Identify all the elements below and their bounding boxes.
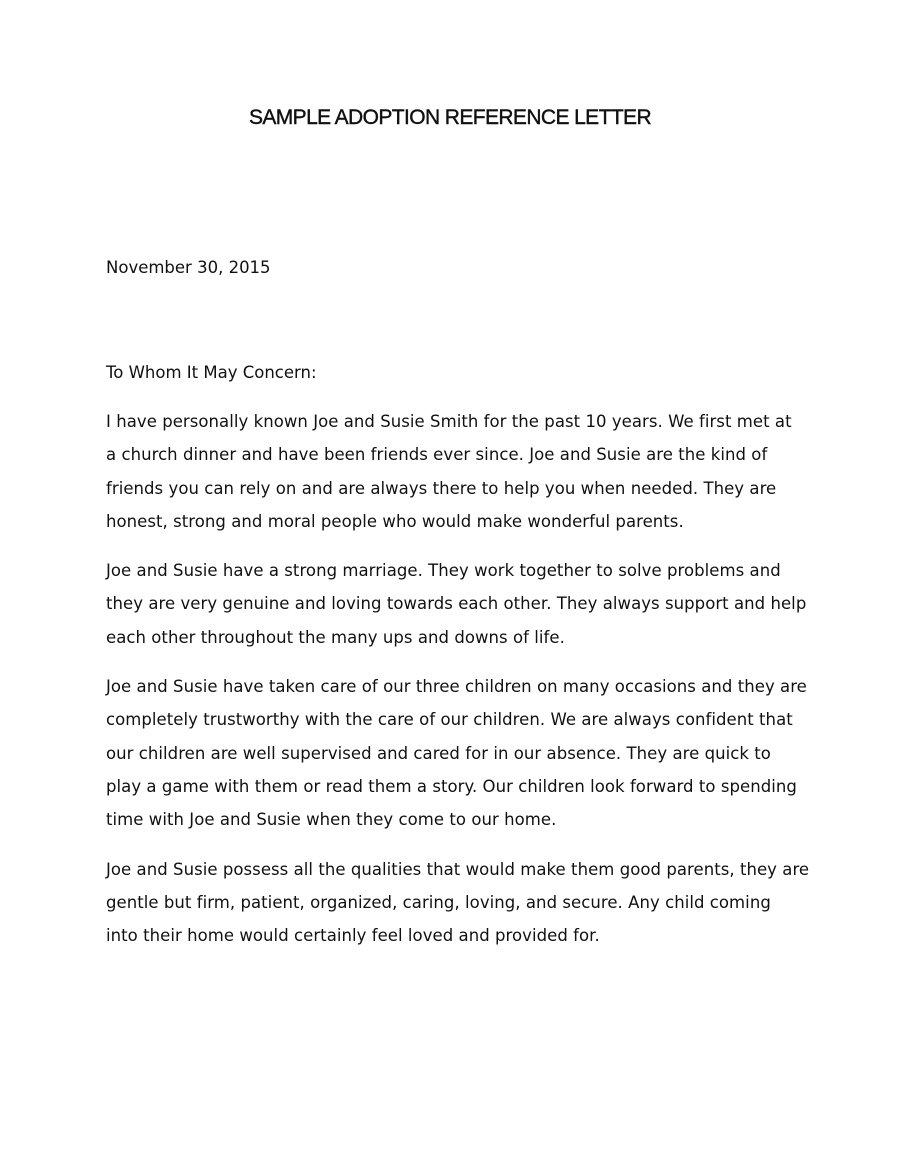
paragraph-line: Joe and Susie have a strong marriage. They work together to solve problems and bbox=[106, 561, 781, 581]
paragraph-line: our children are well supervised and cared for in our absence. They are quick to bbox=[106, 743, 771, 763]
paragraph-line: play a game with them or read them a story. Our children look forward to spending bbox=[106, 776, 797, 796]
paragraph-line: time with Joe and Susie when they come to our home. bbox=[106, 810, 557, 830]
letter-title: SAMPLE ADOPTION REFERENCE LETTER bbox=[248, 106, 652, 129]
paragraph-line: a church dinner and have been friends ever since. Joe and Susie are the kind of bbox=[106, 445, 768, 465]
paragraph-childcare bbox=[106, 670, 806, 836]
paragraph-qualities bbox=[106, 853, 810, 953]
paragraph-line: they are very genuine and loving towards each other. They always support and help bbox=[106, 594, 807, 614]
letter-body bbox=[106, 356, 810, 968]
letter-salutation: To Whom It May Concern: bbox=[106, 363, 317, 382]
paragraph-line: honest, strong and moral people who would make wonderful parents. bbox=[106, 511, 684, 531]
paragraph-acquaintance bbox=[106, 405, 806, 538]
paragraph-line: each other throughout the many ups and downs of life. bbox=[106, 627, 565, 647]
paragraph-line: Joe and Susie possess all the qualities that would make them good parents, they are bbox=[106, 859, 810, 879]
paragraph-line: I have personally known Joe and Susie Smith for the past 10 years. We first met at bbox=[106, 412, 792, 431]
letter-date: November 30, 2015 bbox=[106, 258, 271, 277]
paragraph-line: Joe and Susie have taken care of our three children on many occasions and they are bbox=[106, 677, 807, 697]
paragraph-line: friends you can rely on and are always there to help you when needed. They are bbox=[106, 478, 777, 498]
paragraph-line: gentle but firm, patient, organized, caring, loving, and secure. Any child coming bbox=[106, 892, 771, 912]
paragraph-marriage bbox=[106, 554, 806, 654]
paragraph-line: completely trustworthy with the care of our children. We are always confident that bbox=[106, 710, 793, 730]
paragraph-line: into their home would certainly feel loved and provided for. bbox=[106, 926, 600, 946]
